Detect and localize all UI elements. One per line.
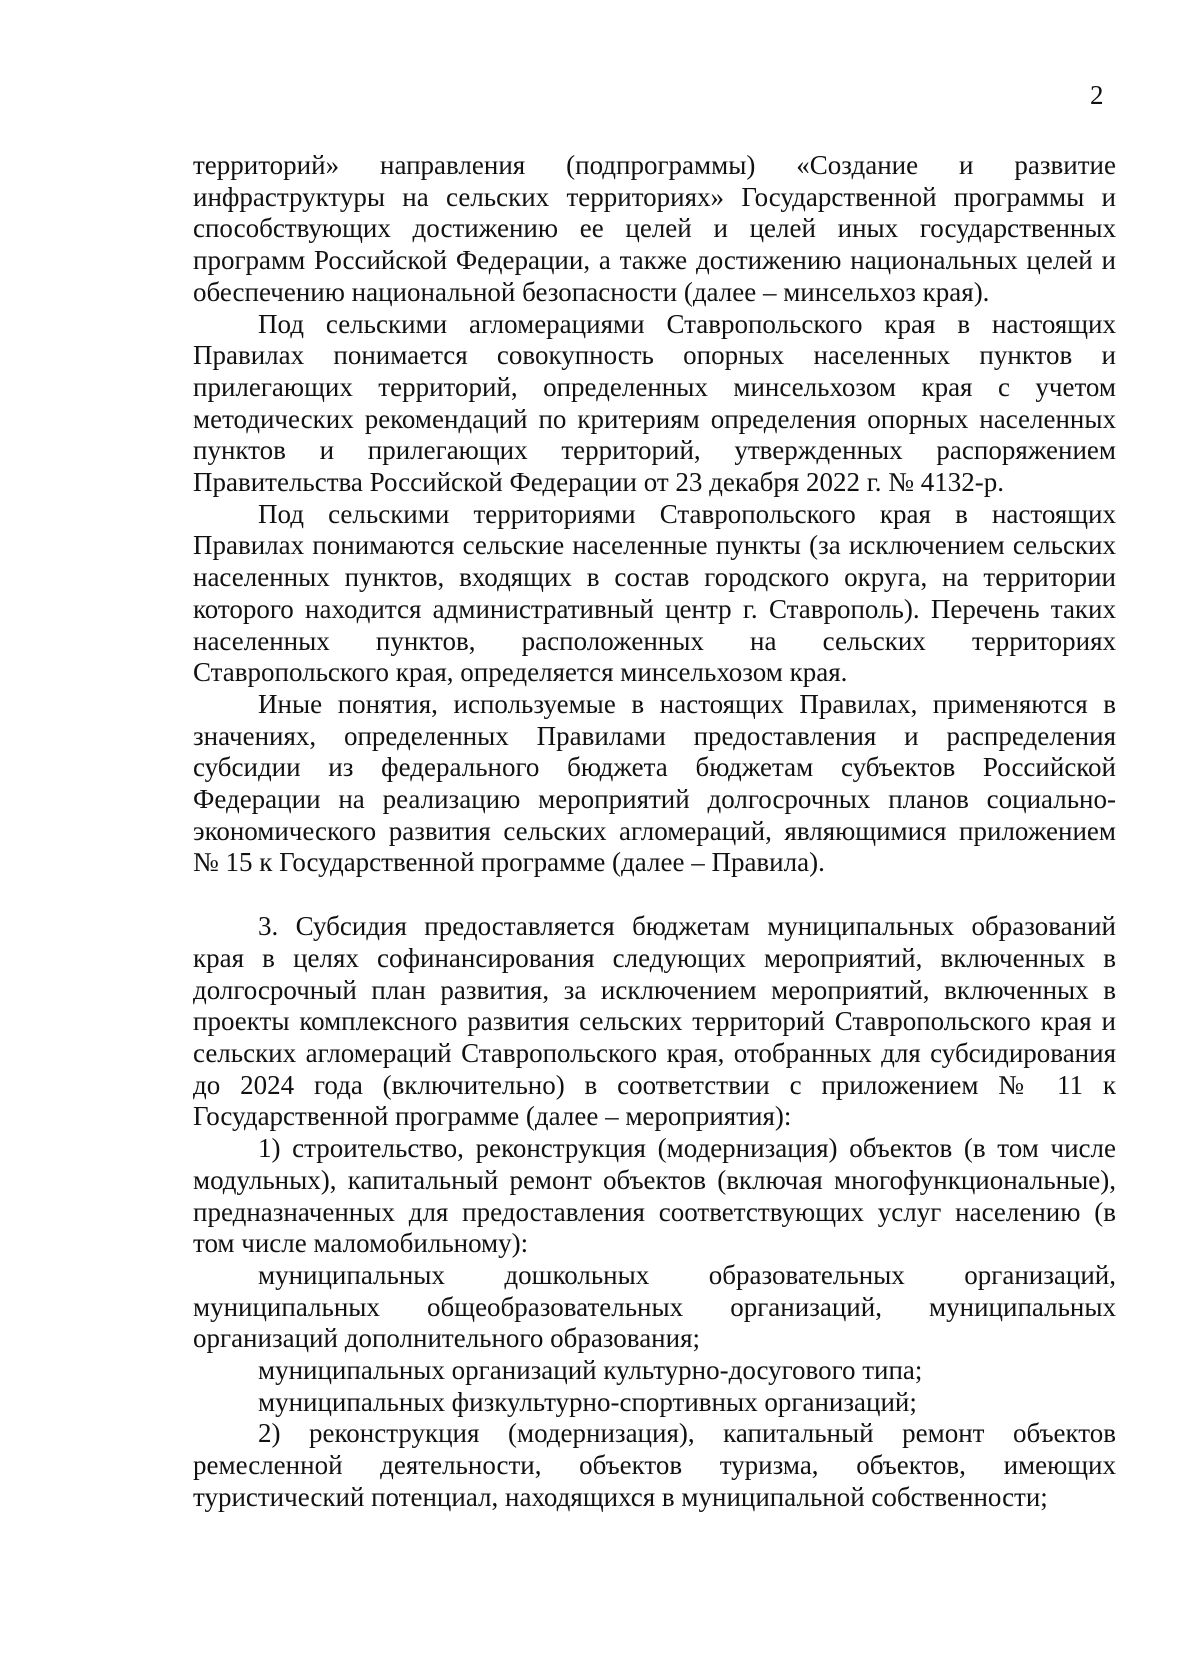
list-item-1: 1) строительство, реконструкция (модернизация) объектов (в том числе модульных), капитальный ремонт объектов (включая многофункциональные), предназначенных для предоставления соответствующих услуг населению (в том числе маломобильному): (193, 1133, 1116, 1259)
paragraph-other-terms: Иные понятия, используемые в настоящих Правилах, применяются в значениях, определенных Правилами предоставления и распределения субсидии из федерального бюджета бюджетам субъектов Российской Федерации на реализацию мероприятий долгосрочных планов социально-экономического развития сельских агломераций, являющимися приложением № 15 к Государственной программе (далее – Правила). (193, 688, 1116, 878)
list-subitem-education: муниципальных дошкольных образовательных организаций, муниципальных общеобразовательных организаций, муниципальных организаций дополнительного образования; (193, 1259, 1116, 1354)
paragraph-agglomerations-definition: Под сельскими агломерациями Ставропольского края в настоящих Правилах понимается совокупность опорных населенных пунктов и прилегающих территорий, определенных минсельхозом края с учетом методических рекомендаций по критериям определения опорных населенных пунктов и прилегающих территорий, утвержденных распоряжением Правительства Российской Федерации от 23 декабря 2022 г. № 4132-р. (193, 308, 1116, 498)
list-subitem-culture: муниципальных организаций культурно-досугового типа; (258, 1355, 923, 1386)
list-subitem-sports: муниципальных физкультурно-спортивных организаций; (258, 1386, 917, 1417)
paragraph-spacer (193, 879, 1116, 911)
paragraph-section-3: 3. Субсидия предоставляется бюджетам муниципальных образований края в целях софинансирования следующих мероприятий, включенных в долгосрочный план развития, за исключением мероприятий, включенных в проекты комплексного развития сельских территорий Ставропольского края и сельских агломераций Ставропольского края, отобранных для субсидирования до 2024 года (включительно) в соответствии с приложением № 11 к Государственной программе (далее – мероприятия): (193, 911, 1116, 1132)
list-item-2: 2) реконструкция (модернизация), капитальный ремонт объектов ремесленной деятельности, объектов туризма, объектов, имеющих туристический потенциал, находящихся в муниципальной собственности; (193, 1418, 1116, 1512)
paragraph-definitions-continuation: территорий» направления (подпрограммы) «Создание и развитие инфраструктуры на сельских территориях» Государственной программы и способствующих достижению ее целей и целей иных государственных программ Российской Федерации, а также достижению национальных целей и обеспечению национальной безопасности (далее – минсельхоз края). (193, 150, 1116, 307)
paragraph-rural-territories-definition: Под сельскими территориями Ставропольского края в настоящих Правилах понимаются сельские населенные пункты (за исключением сельских населенных пунктов, входящих в состав городского округа, на территории которого находится административный центр г. Ставрополь). Перечень таких населенных пунктов, расположенных на сельских территориях Ставропольского края, определяется минсельхозом края. (193, 498, 1116, 688)
document-body (193, 150, 1116, 1514)
page-number: 2 (1090, 80, 1104, 110)
